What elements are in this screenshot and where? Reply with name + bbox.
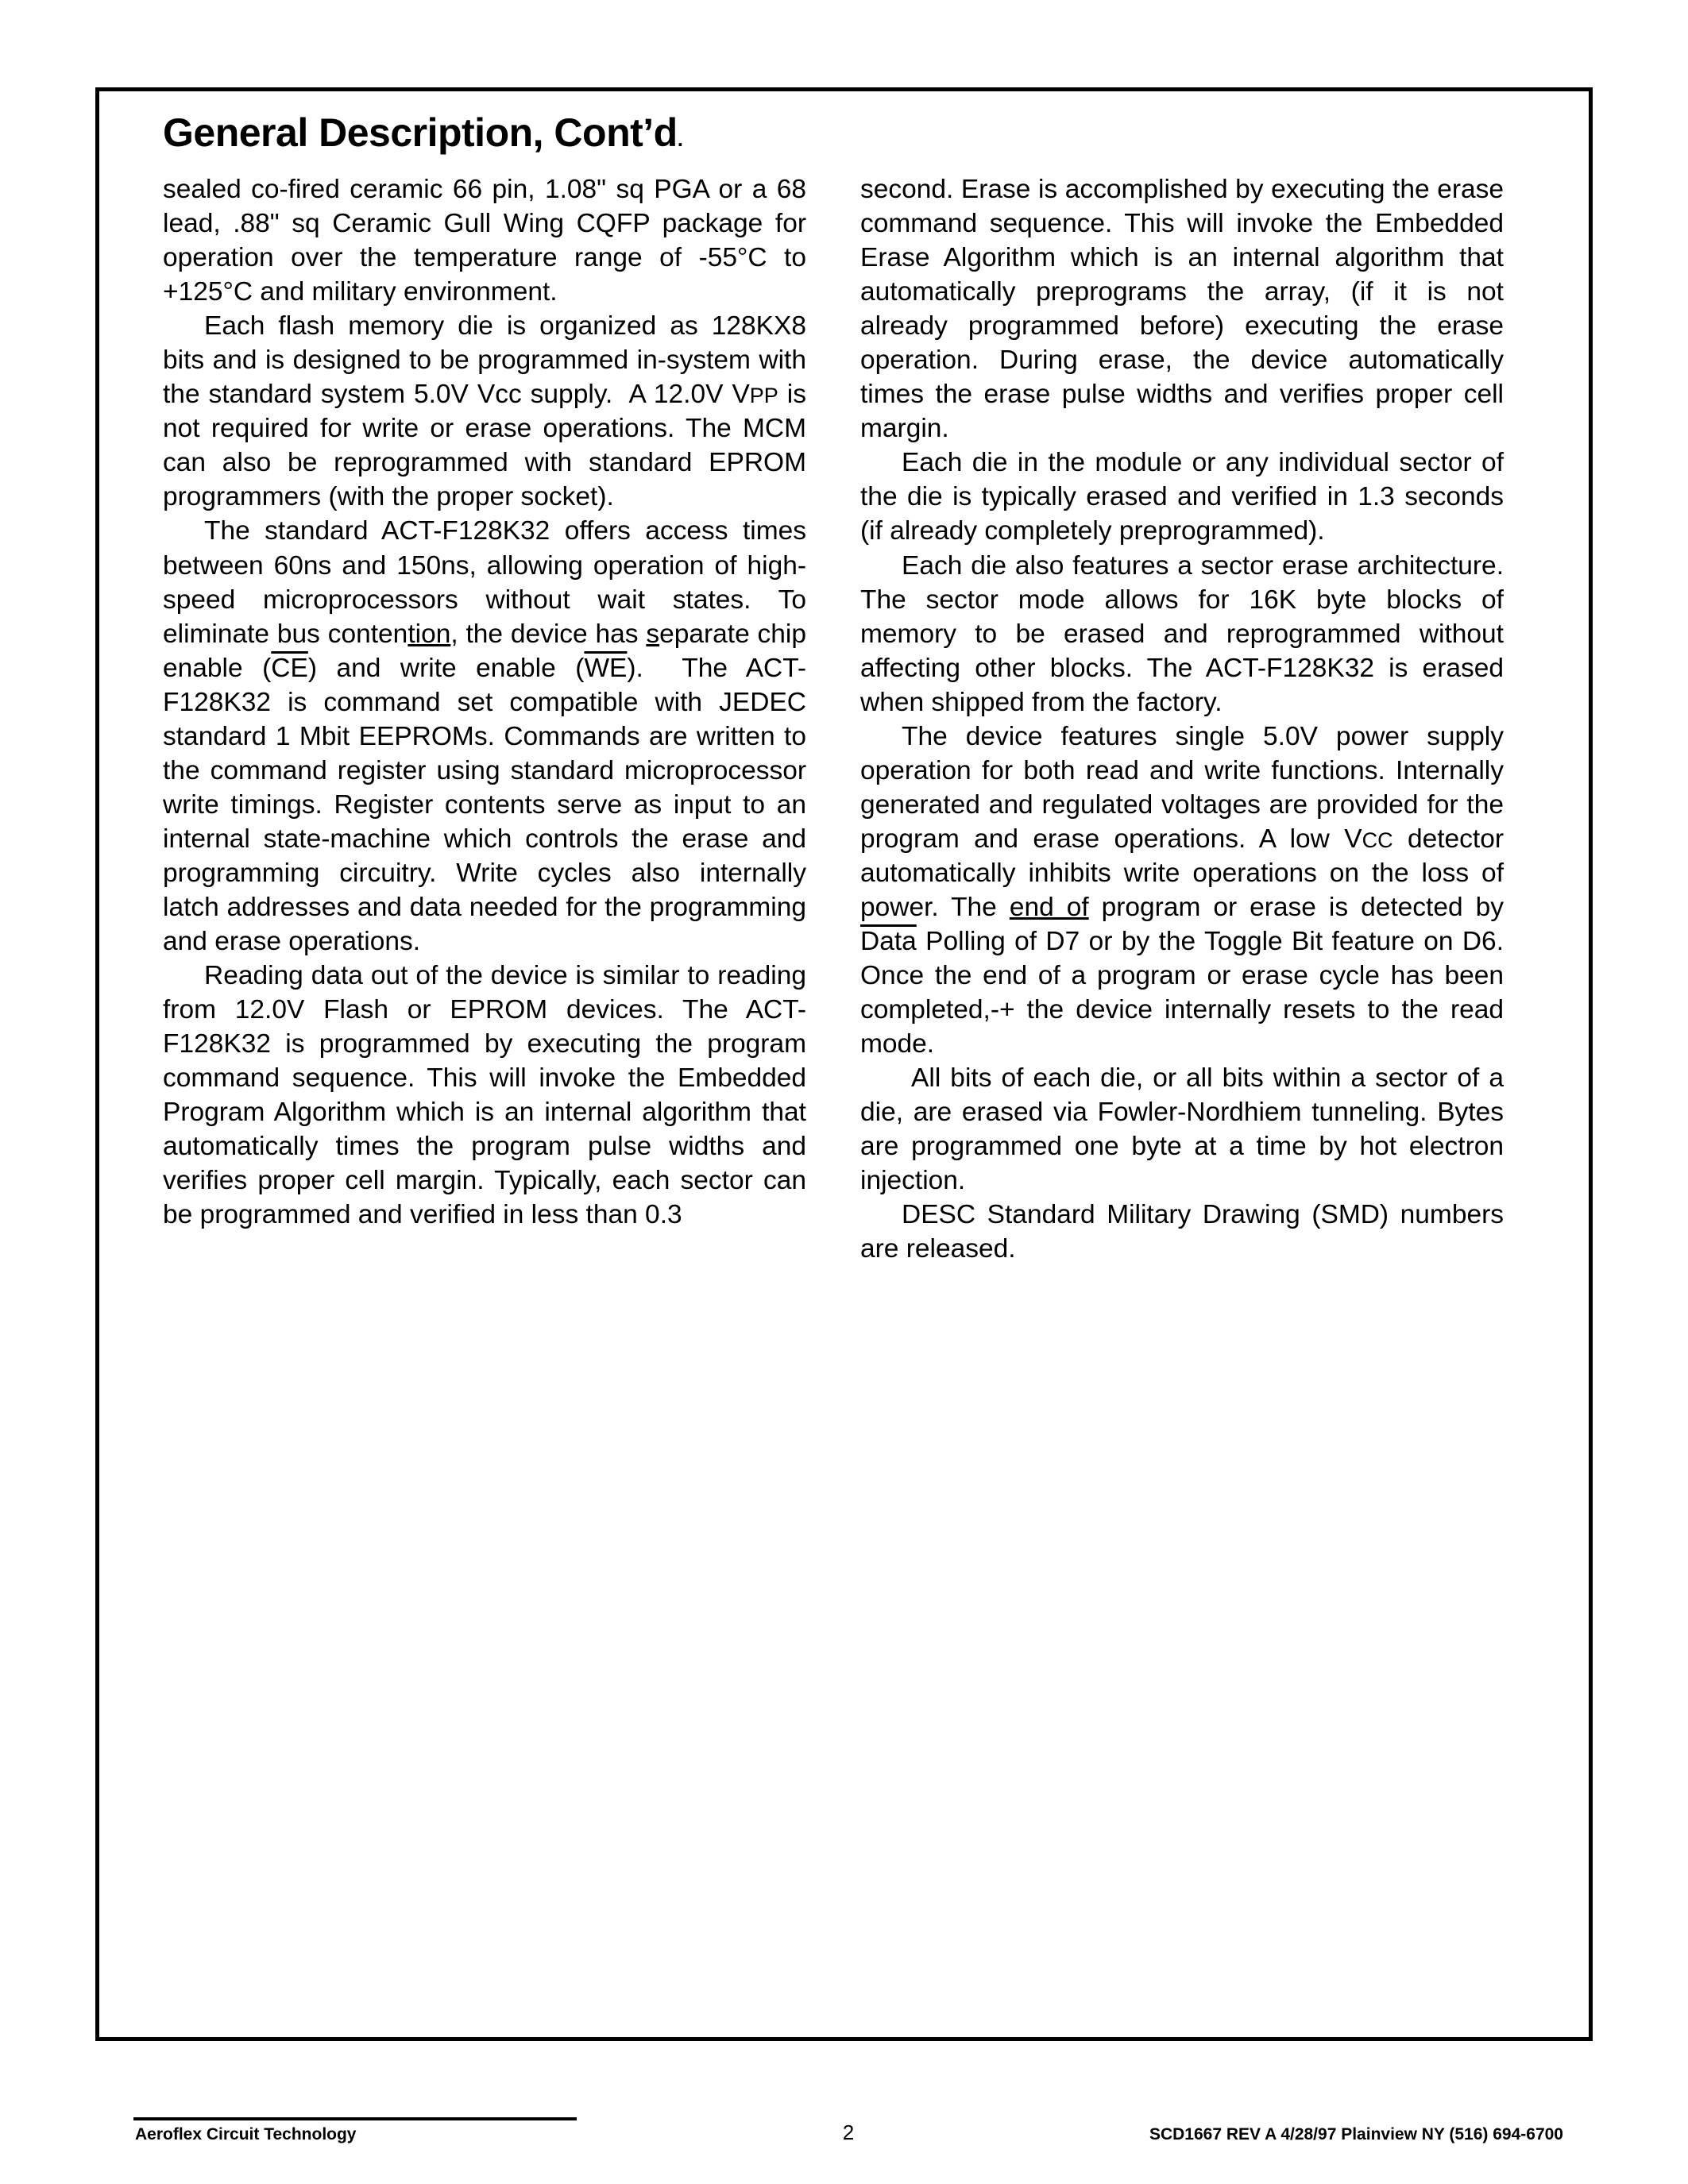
two-column-body — [163, 172, 1529, 1267]
paragraph-left-2: Each flash memory die is organized as 128KX8 bits and is designed to be programmed in-system with the standard system 5.0V Vcc supply. A 12.0V VPP is not required for write or erase operations. The MCM can also be reprogrammed with standard EPROM programmers (with the proper socket). — [163, 311, 806, 512]
paragraph-right-6: DESC Standard Military Drawing (SMD) numbers are released. — [860, 1200, 1504, 1264]
page-title-text: General Description, Cont’d — [163, 110, 678, 155]
page-title — [163, 111, 1529, 155]
paragraph-right-2: Each die in the module or any individual sector of the die is typically erased and verified in 1.3 seconds (if already completely preprogrammed). — [860, 448, 1504, 546]
right-column — [860, 172, 1504, 1267]
left-column — [163, 172, 806, 1267]
paragraph-right-3: Each die also features a sector erase architecture. The sector mode allows for 16K byte blocks of memory to be erased and reprogrammed without affecting other blocks. The ACT-F128K32 is erased when shipped from the factory. — [860, 550, 1504, 717]
footer-company-name: Aeroflex Circuit Technology — [135, 2125, 357, 2143]
page-content — [163, 111, 1529, 1267]
page-title-suffix: . — [677, 127, 683, 151]
paragraph-right-5: All bits of each die, or all bits within a sector of a die, are erased via Fowler-Nordhiem tunneling. Bytes are programmed one byte at a time by hot electron injection. — [860, 1063, 1504, 1196]
page-footer — [133, 2095, 1563, 2143]
footer-page-number: 2 — [842, 2120, 855, 2144]
paragraph-left-1: sealed co-fired ceramic 66 pin, 1.08" sq PGA or a 68 lead, .88" sq Ceramic Gull Wing CQFP package for operation over the temperature range of -55°C to +125°C and military environment. — [163, 175, 806, 307]
paragraph-left-3: The standard ACT-F128K32 offers access times between 60ns and 150ns, allowing operation of high-speed microprocessors without wait states. To eliminate bus contention, the device has separate chip enable $(\overline{CE})$ and write enable $(\overline{WE})$. The ACT-F128K32 is command set compatible with JEDEC standard 1 Mbit EEPROMs. Commands are written to the command register using standard microprocessor write timings. Register contents serve as input to an internal state-machine which controls the erase and programming circuitry. Write cycles also internally latch addresses and data needed for the programming and erase operations. — [163, 516, 807, 957]
footer-document-reference: SCD1667 REV A 4/28/97 Plainview NY (516) 694-6700 — [1149, 2125, 1563, 2143]
paragraph-left-4: Reading data out of the device is similar to reading from 12.0V Flash or EPROM devices. The ACT-F128K32 is programmed by executing the program command sequence. This will invoke the Embedded Program Algorithm which is an internal algorithm that automatically times the program pulse widths and verifies proper cell margin. Typically, each sector can be programmed and verified in less than 0.3 — [163, 961, 806, 1230]
paragraph-right-4: The device features single 5.0V power supply operation for both read and write functions. Internally generated and regulated voltages are provided for the program and erase operations. A low VCC detector automatically inhibits write operations on the loss of power. The end of program or erase is detected by Data Polling of D7 or by the Toggle Bit feature on D6. Once the end of a program or erase cycle has been completed,-+ the device internally resets to the read mode. — [860, 721, 1505, 1059]
paragraph-right-1: second. Erase is accomplished by executing the erase command sequence. This will invoke the Embedded Erase Algorithm which is an internal algorithm that automatically preprograms the array, (if it is not already programmed before) executing the erase operation. During erase, the device automatically times the erase pulse widths and verifies proper cell margin. — [860, 175, 1504, 444]
